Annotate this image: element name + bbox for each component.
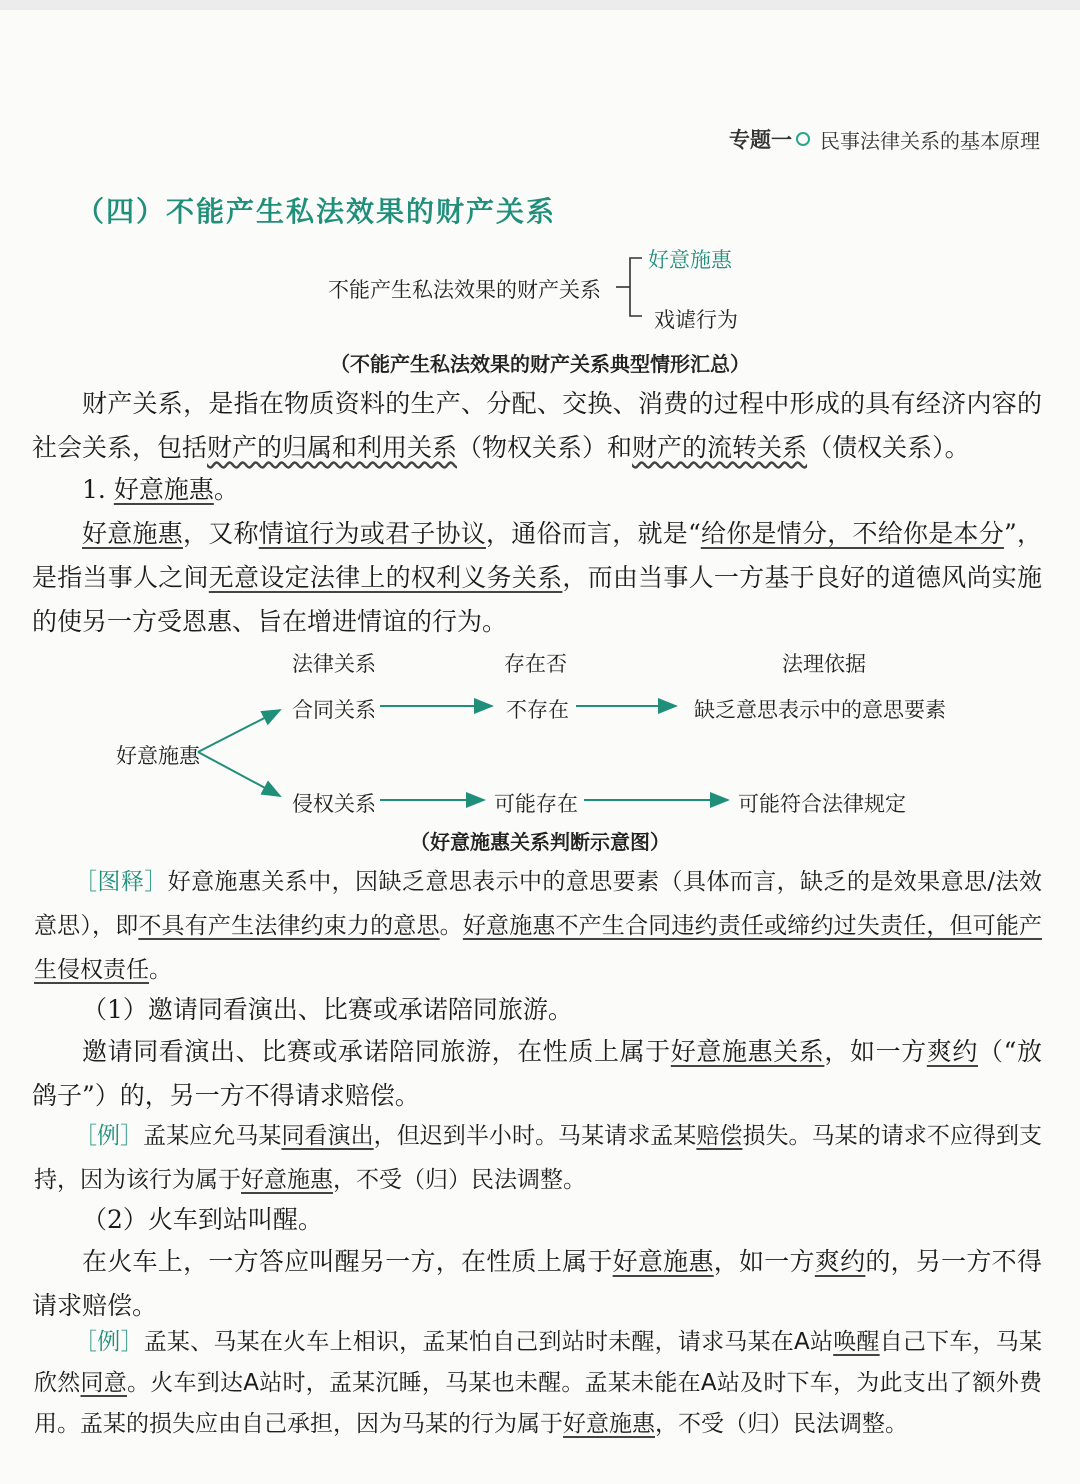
p4-t5: 的，另一方不得请求赔偿。 xyxy=(32,1247,1042,1320)
ex2-t3: 自己下车，马某欣然 xyxy=(34,1329,1043,1396)
diagram2-row1-basis: 缺乏意思表示中的意思要素 xyxy=(694,698,946,722)
p4-t3: ，如一方 xyxy=(713,1247,815,1276)
p1-text-a: 财产关系，是指在物质资料的生产、分配、交换、消费的过程中形成的具有经济内容的社会关系，包括 xyxy=(32,389,1042,462)
diagram2-root: 好意施惠 xyxy=(116,744,200,768)
paragraph-goodwill-definition xyxy=(32,512,1042,644)
item1-end: 。 xyxy=(213,475,239,504)
ex1-t7: ，不受（归）民法调整。 xyxy=(333,1167,586,1193)
section-title: （四）不能产生私法效果的财产关系 xyxy=(76,195,557,228)
ex2-t6: 好意施惠 xyxy=(563,1411,655,1437)
paragraph-invitation xyxy=(32,1030,1042,1118)
diagram2-row2-relation: 侵权关系 xyxy=(292,792,376,816)
p2-t7: 无意设定法律上的权利义务关系 xyxy=(208,563,563,592)
paragraph-train xyxy=(32,1240,1042,1328)
note-t3: 。 xyxy=(439,913,463,939)
note-tag: ［图释］ xyxy=(74,869,168,895)
p4-t1: 在火车上，一方答应叫醒另一方，在性质上属于 xyxy=(82,1247,613,1276)
diagram2-row1-relation: 合同关系 xyxy=(292,698,376,722)
diagram2-col-basis: 法理依据 xyxy=(782,652,866,676)
p2-t3: 情谊行为或君子协议 xyxy=(258,519,486,548)
header-chapter: 专题一 xyxy=(729,127,792,152)
ex1-t1: 孟某应允马某 xyxy=(143,1123,282,1149)
p2-t5: 给你是情分，不给你是本分 xyxy=(700,519,1004,548)
item1-label: 好意施惠 xyxy=(113,475,214,504)
p4-t2: 好意施惠 xyxy=(612,1247,714,1276)
header-title: 民事法律关系的基本原理 xyxy=(820,128,1040,153)
ex1-t5: 损失。马某的请求不应得到支持，因为该行为属于 xyxy=(34,1123,1043,1193)
p3-t5: （“放鸽子”）的，另一方不得请求赔偿。 xyxy=(32,1037,1042,1110)
ex1-tag: ［例］ xyxy=(74,1123,144,1149)
diagram2-row1-exist: 不存在 xyxy=(506,698,569,722)
note-t1: 好意施惠关系中，因缺乏意思表示中的意思要素（具体而言，缺乏的是效果意思/法效意思），即 xyxy=(34,869,1043,939)
p1-text-e: （债权关系）。 xyxy=(807,433,970,462)
ex1-t2: 同看演出 xyxy=(281,1123,374,1149)
diagram2-col-exist: 存在否 xyxy=(504,652,567,676)
ex2-t5: 。火车到达A站时，孟某沉睡，马某也未醒。孟某未能在A站及时下车，为此支出了额外费用。孟某的损失应由自己承担，因为马某的行为属于 xyxy=(34,1370,1043,1437)
diagram2-row2-exist: 可能存在 xyxy=(494,792,578,816)
p2-t4: ，通俗而言，就是“ xyxy=(485,519,701,548)
item-1-1-heading: （1）邀请同看演出、比赛或承诺陪同旅游。 xyxy=(82,995,573,1024)
ex2-t2: 唤醒 xyxy=(833,1329,880,1355)
ex1-t6: 好意施惠 xyxy=(241,1167,333,1193)
note-t2: 不具有产生法律约束力的意思 xyxy=(138,913,440,939)
paragraph-property-relation xyxy=(32,382,1042,470)
note-t4: 好意施惠不产生合同违约责任或缔约过失责任，但可能产生侵权责任 xyxy=(34,913,1043,983)
ex2-t4: 同意 xyxy=(80,1370,127,1396)
diagram2-row2-basis: 可能符合法律规定 xyxy=(738,792,906,816)
ex2-t1: 孟某、马某在火车上相识，孟某怕自己到站时未醒，请求马某在A站 xyxy=(143,1329,834,1355)
p3-t4: 爽约 xyxy=(926,1037,978,1066)
tree1-root: 不能产生私法效果的财产关系 xyxy=(328,278,601,302)
p1-text-b: 财产的归属和利用关系 xyxy=(207,433,458,462)
item-1-heading xyxy=(82,468,1042,512)
item-1-2-heading: （2）火车到站叫醒。 xyxy=(82,1205,323,1234)
example-2 xyxy=(34,1322,1042,1445)
p1-text-d: 财产的流转关系 xyxy=(632,433,808,462)
p2-t8: ，而由当事人一方基于良好的道德风尚实施的使另一方受恩惠、旨在增进情谊的行为。 xyxy=(32,563,1042,636)
ex2-t7: ，不受（归）民法调整。 xyxy=(655,1411,908,1437)
p3-t3: ，如一方 xyxy=(824,1037,927,1066)
diagram2-col-relation: 法律关系 xyxy=(292,652,376,676)
tree1-branch-a: 好意施惠 xyxy=(648,248,732,272)
ex1-t3: ，但迟到半小时。马某请求孟某 xyxy=(373,1123,697,1149)
tree1-caption: （不能产生私法效果的财产关系典型情形汇总） xyxy=(330,352,750,376)
item1-num: 1. xyxy=(82,475,106,504)
p3-t2: 好意施惠关系 xyxy=(670,1037,825,1066)
tree1-branch-b: 戏谑行为 xyxy=(654,308,738,332)
p2-t6: ”，是指当事人之间 xyxy=(32,519,1042,592)
note-t5: 。 xyxy=(149,957,172,983)
ex1-t4: 赔偿 xyxy=(696,1123,743,1149)
ex2-tag: ［例］ xyxy=(74,1329,144,1355)
p2-t1: 好意施惠 xyxy=(82,519,183,548)
diagram2-caption: （好意施惠关系判断示意图） xyxy=(410,830,670,854)
p3-t1: 邀请同看演出、比赛或承诺陪同旅游，在性质上属于 xyxy=(82,1037,671,1066)
example-1 xyxy=(34,1114,1042,1202)
note-explanation xyxy=(34,860,1042,992)
p1-text-c: （物权关系）和 xyxy=(457,433,633,462)
p2-t2: ，又称 xyxy=(183,519,259,548)
p4-t4: 爽约 xyxy=(814,1247,866,1276)
